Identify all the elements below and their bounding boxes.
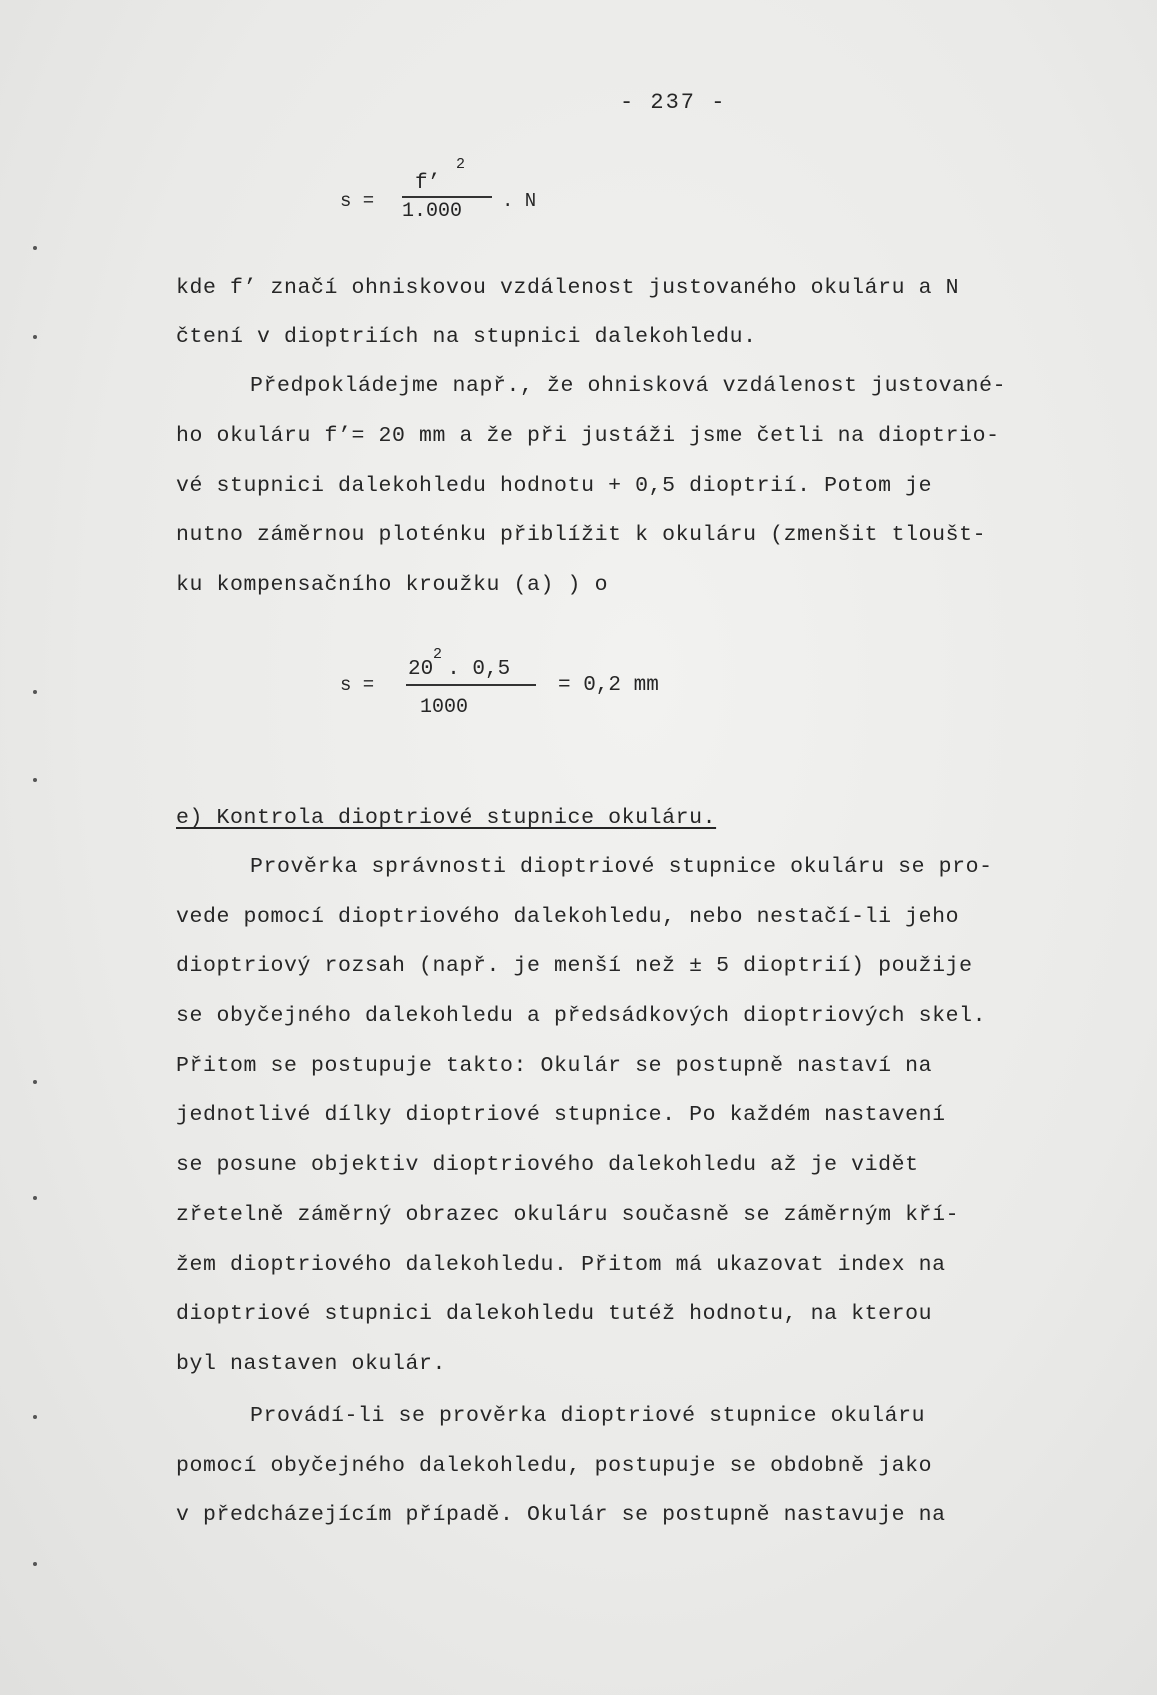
numerator-rest: . 0,5	[447, 658, 511, 681]
text-line: jednotlivé dílky dioptriové stupnice. Po každém nastavení	[176, 1103, 946, 1127]
fraction-bar	[406, 684, 536, 686]
formula-exponent: 2	[433, 646, 443, 663]
numerator-base: 20	[408, 658, 434, 681]
formula-denominator: 1000	[420, 696, 469, 719]
text-line: kde f’ značí ohniskovou vzdálenost justovaného okuláru a N	[176, 276, 960, 300]
formula-focal-shift	[340, 156, 580, 230]
text-line: byl nastaven okulár.	[176, 1352, 447, 1376]
fraction-bar	[402, 196, 492, 198]
formula-numerator: f’	[415, 172, 441, 195]
text-line: ku kompensačního kroužku (a) ) o	[176, 573, 609, 597]
text-line: se posune objektiv dioptriového dalekohledu až je vidět	[176, 1153, 919, 1177]
text-line: vede pomocí dioptriového dalekohledu, nebo nestačí-li jeho	[176, 905, 960, 929]
formula-denominator: 1.000	[402, 200, 463, 223]
text-line: žem dioptriového dalekohledu. Přitom má ukazovat index na	[176, 1253, 946, 1277]
formula-exponent: 2	[456, 156, 466, 173]
formula-lhs: s =	[340, 190, 375, 212]
text-line: Přitom se postupuje takto: Okulár se postupně nastaví na	[176, 1054, 933, 1078]
formula-example	[340, 646, 700, 734]
text-line: dioptriový rozsah (např. je menší než ± 5 dioptrií) použije	[176, 954, 973, 978]
text-line: vé stupnici dalekohledu hodnotu + 0,5 dioptrií. Potom je	[176, 474, 933, 498]
formula-numerator	[408, 658, 510, 681]
punch-mark	[33, 690, 37, 694]
text-line: Prověrka správnosti dioptriové stupnice okuláru se pro-	[250, 855, 993, 879]
section-heading: e) Kontrola dioptriové stupnice okuláru.	[176, 806, 717, 830]
punch-mark	[33, 778, 37, 782]
text-line: v předcházejícím případě. Okulár se postupně nastavuje na	[176, 1503, 946, 1527]
text-line: Předpokládejme např., že ohnisková vzdálenost justované-	[250, 374, 1007, 398]
punch-mark	[33, 1080, 37, 1084]
formula-rhs: = 0,2 mm	[558, 674, 659, 697]
formula-lhs: s =	[340, 674, 375, 696]
text-line: ho okuláru f’= 20 mm a že při justáži jsme četli na dioptrio-	[176, 424, 1000, 448]
text-line: pomocí obyčejného dalekohledu, postupuje se obdobně jako	[176, 1454, 933, 1478]
text-line: Provádí-li se prověrka dioptriové stupnice okuláru	[250, 1404, 926, 1428]
text-line: se obyčejného dalekohledu a předsádkových dioptriových skel.	[176, 1004, 987, 1028]
punch-mark	[33, 246, 37, 250]
punch-mark	[33, 1562, 37, 1566]
page-number: - 237 -	[620, 90, 727, 115]
text-line: nutno záměrnou ploténku přiblížit k okuláru (zmenšit tloušt-	[176, 523, 987, 547]
punch-mark	[33, 1196, 37, 1200]
punch-mark	[33, 335, 37, 339]
formula-rhs: . N	[502, 190, 537, 212]
text-line: čtení v dioptriích na stupnici dalekohledu.	[176, 325, 757, 349]
text-line: dioptriové stupnici dalekohledu tutéž hodnotu, na kterou	[176, 1302, 933, 1326]
punch-mark	[33, 1415, 37, 1419]
text-line: zřetelně záměrný obrazec okuláru současně se záměrným kří-	[176, 1203, 960, 1227]
